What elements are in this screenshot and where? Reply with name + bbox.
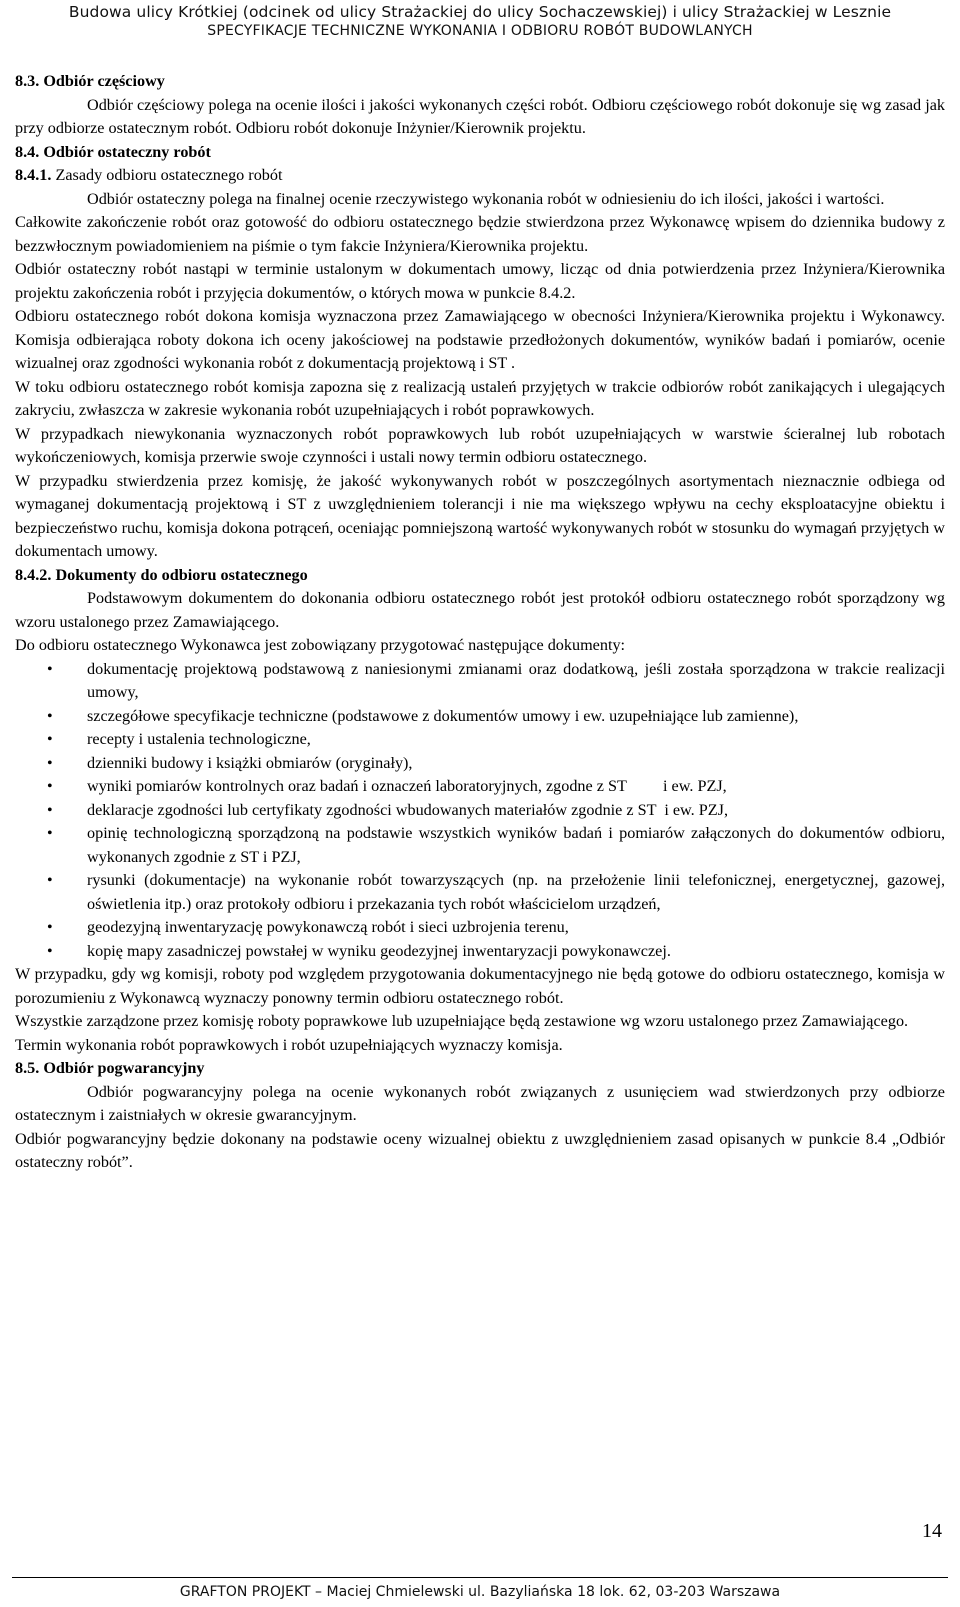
paragraph: Podstawowym dokumentem do dokonania odbioru ostatecznego robót jest protokół odbioru ostatecznego robót sporządzony wg wzoru ustalonego przez Zamawiającego. [15,589,945,631]
bullet-icon: • [47,872,53,889]
document-list [15,658,945,964]
section-8-5-heading: 8.5. Odbiór pogwarancyjny [15,1059,205,1077]
header-title: Budowa ulicy Krótkiej (odcinek od ulicy Strażackiej do ulicy Sochaczewskiej) i ulicy Strażackiej w Lesznie [68,3,892,21]
list-item [15,940,945,964]
page-number: 14 [922,1520,942,1542]
bullet-icon: • [47,825,53,842]
list-item [15,705,945,729]
bullet-icon: • [47,660,53,678]
subsection-8-4-2-heading: 8.4.2. Dokumenty do odbioru ostatecznego [15,565,308,584]
paragraph: Do odbioru ostatecznego Wykonawca jest zobowiązany przygotować następujące dokumenty: [15,636,626,654]
bullet-icon: • [47,919,53,936]
list-item-text: wyniki pomiarów kontrolnych oraz badań i oznaczeń laboratoryjnych, zgodne z ST i ew. PZJ, [87,777,727,795]
paragraph: Całkowite zakończenie robót oraz gotowość do odbioru ostatecznego będzie stwierdzona przez Wykonawcę wpisem do dziennika budowy z bezzwłocznym powiadomieniem na piśmie o tym fakcie Inżyniera/Kierownika projektu. [15,213,945,255]
bullet-icon: • [47,754,53,772]
subsection-title: Zasady odbioru ostatecznego robót [55,166,283,184]
list-item-text: kopię mapy zasadniczej powstałej w wyniku geodezyjnej inwentaryzacji powykonawczej. [87,941,671,960]
list-item-text: geodezyjną inwentaryzację powykonawczą robót i sieci uzbrojenia terenu, [87,918,569,936]
paragraph: Odbiór pogwarancyjny polega na ocenie wykonanych robót związanych z usunięciem wad stwierdzonych przy odbiorze ostatecznym i zaistniałych w okresie gwarancyjnym. [15,1082,945,1124]
list-item [15,822,945,869]
list-item [15,775,945,799]
paragraph: W przypadku, gdy wg komisji, roboty pod względem przygotowania dokumentacyjnego nie będą gotowe do odbioru ostatecznego, komisja w porozumieniu z Wykonawcą wyznaczy ponowny termin odbioru ostatecznego robót. [15,965,945,1007]
bullet-icon: • [47,707,53,725]
list-item [15,752,945,776]
paragraph: Odbiór częściowy polega na ocenie ilości i jakości wykonanych części robót. Odbioru częściowego robót dokonuje się wg zasad jak przy odbiorze ostatecznym robót. Odbioru robót dokonuje Inżynier/Kierownik projektu. [15,95,945,137]
page-header [0,0,960,46]
paragraph: Odbiór pogwarancyjny będzie dokonany na podstawie oceny wizualnej obiektu z uwzględnieniem zasad opisanych w punkcie 8.4 „Odbiór ostateczny robót”. [15,1129,945,1171]
list-item-text: recepty i ustalenia technologiczne, [87,730,311,748]
list-item [15,916,945,940]
header-subtitle: SPECYFIKACJE TECHNICZNE WYKONANIA I ODBIORU ROBÓT BUDOWLANYCH [207,23,753,39]
bullet-icon: • [47,942,53,960]
list-item [15,658,945,705]
bullet-icon: • [47,778,53,795]
paragraph: Wszystkie zarządzone przez komisję roboty poprawkowe lub uzupełniające będą zestawione wg wzoru ustalonego przez Zamawiającego. [15,1012,909,1030]
bullet-icon: • [47,731,53,748]
paragraph: Odbiór ostateczny polega na finalnej ocenie rzeczywistego wykonania robót w odniesieniu do ich ilości, jakości i wartości. [87,189,885,208]
list-item-text: szczegółowe specyfikacje techniczne (podstawowe z dokumentów umowy i ew. uzupełniające lub zamienne), [87,706,799,725]
paragraph: W przypadkach niewykonania wyznaczonych robót poprawkowych lub robót uzupełniających w warstwie ścieralnej lub robotach wykończeniowych, komisja przerwie swoje czynności i ustali nowy termin odbioru ostatecznego. [15,424,945,466]
page-footer: GRAFTON PROJEKT – Maciej Chmielewski ul. Bazyliańska 18 lok. 62, 03-203 Warszawa [179,1584,781,1600]
paragraph: Termin wykonania robót poprawkowych i robót uzupełniających wyznaczy komisja. [15,1035,563,1054]
paragraph: Odbiór ostateczny robót nastąpi w terminie ustalonym w dokumentach umowy, licząc od dnia potwierdzenia przez Inżyniera/Kierownika projektu zakończenia robót i przyjęcia dokumentów, o których mowa w punkcie 8.4.2. [15,260,945,302]
list-item [15,799,945,823]
list-item-text: opinię technologiczną sporządzoną na podstawie wszystkich wyników badań i pomiarów załączonych do dokumentów odbioru, wykonanych zgodnie z ST i PZJ, [87,824,945,866]
paragraph: W toku odbioru ostatecznego robót komisja zapozna się z realizacją ustaleń przyjętych w trakcie odbiorów robót zanikających i ulegających zakryciu, zwłaszcza w zakresie wykonania robót uzupełniających i robót poprawkowych. [15,377,945,419]
list-item-text: dokumentację projektową podstawową z naniesionymi zmianami oraz dodatkową, jeśli została sporządzona w trakcie realizacji umowy, [87,659,945,701]
list-item-text: deklaracje zgodności lub certyfikaty zgodności wbudowanych materiałów zgodnie z ST i ew. PZJ, [87,800,729,819]
list-item [15,869,945,916]
list-item [15,728,945,752]
paragraph: Odbioru ostatecznego robót dokona komisja wyznaczona przez Zamawiającego w obecności Inżyniera/Kierownika projektu i Wykonawcy. Komisja odbierająca roboty dokona ich oceny jakościowej na podstawie przedłożonych dokumentów, wyników badań i pomiarów, ocenie wizualnej oraz zgodności wykonania robót z dokumentacją projektową i ST . [15,307,945,372]
footer-divider [12,1577,948,1578]
subsection-8-4-1-heading [15,164,945,188]
list-item-text: rysunki (dokumentacje) na wykonanie robót towarzyszących (np. na przełożenie linii telefonicznej, energetycznej, gazowej, oświetlenia itp.) oraz protokoły odbioru i przekazania tych robót właścicielom urządzeń, [87,871,945,913]
section-8-4-heading: 8.4. Odbiór ostateczny robót [15,142,211,161]
document-body [15,70,945,1175]
section-8-3-heading: 8.3. Odbiór częściowy [15,72,165,90]
paragraph: W przypadku stwierdzenia przez komisję, że jakość wykonywanych robót w poszczególnych asortymentach nieznacznie odbiega od wymaganej dokumentacją projektową i ST z uwzględnieniem tolerancji i nie ma większego wpływu na cechy eksploatacyjne obiektu i bezpieczeństwo ruchu, komisja dokona potrąceń, oceniając pomniejszoną wartość wykonywanych robót w stosunku do wymagań przyjętych w dokumentach umowy. [15,471,945,560]
subsection-number: 8.4.1. [15,166,52,184]
list-item-text: dzienniki budowy i książki obmiarów (oryginały), [87,753,413,772]
bullet-icon: • [47,801,53,819]
